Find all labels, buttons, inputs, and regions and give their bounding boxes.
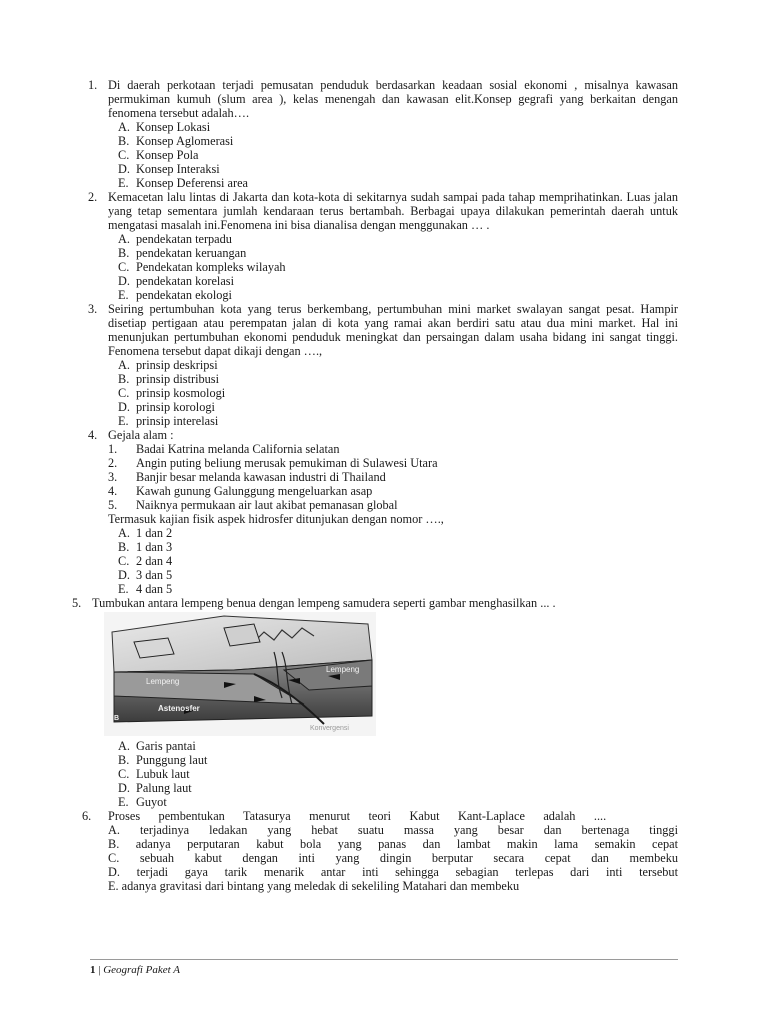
- question-3: [88, 302, 678, 428]
- option-letter: E.: [118, 795, 129, 809]
- option-b: [118, 372, 678, 386]
- figure-corner-label: B: [114, 715, 120, 722]
- option-letter: A.: [118, 739, 130, 753]
- option-letter: B.: [118, 753, 130, 767]
- question-number: 4.: [88, 428, 98, 442]
- option-c: [118, 260, 678, 274]
- plate-collision-diagram: [104, 612, 376, 736]
- option-text: Palung laut: [136, 781, 192, 795]
- question-number: 1.: [88, 78, 98, 92]
- option-b: [108, 837, 678, 851]
- item-text: Angin puting beliung merusak pemukiman di Sulawesi Utara: [136, 456, 438, 470]
- option-text: 2 dan 4: [136, 554, 173, 568]
- option-letter: A.: [118, 232, 130, 246]
- item-number: 4.: [108, 484, 118, 498]
- option-letter: B.: [118, 134, 130, 148]
- item-text: Badai Katrina melanda California selatan: [136, 442, 340, 456]
- option-a: [118, 739, 678, 753]
- option-letter: C.: [118, 767, 130, 781]
- option-text: Pendekatan kompleks wilayah: [136, 260, 286, 274]
- question-stem: Proses pembentukan Tatasurya menurut teori Kabut Kant-Laplace adalah ....: [108, 809, 607, 823]
- option-e: [118, 176, 678, 190]
- item-number: 3.: [108, 470, 118, 484]
- item-number: 1.: [108, 442, 118, 456]
- item-text: Kawah gunung Galunggung mengeluarkan asap: [136, 484, 373, 498]
- option-d: [108, 865, 678, 879]
- question-1: [88, 78, 678, 190]
- list-item: [108, 498, 678, 512]
- option-letter: E.: [118, 414, 129, 428]
- option-list: [118, 526, 678, 596]
- option-text: pendekatan ekologi: [136, 288, 232, 302]
- option-text: Konsep Deferensi area: [136, 176, 248, 190]
- item-text: Banjir besar melanda kawasan industri di Thailand: [136, 470, 386, 484]
- question-5: [72, 596, 678, 809]
- footer-separator: |: [95, 964, 104, 976]
- footer-page-number: 1: [90, 964, 96, 976]
- option-letter: C.: [118, 386, 130, 400]
- option-text: adanya perputaran kabut bola yang panas dan lambat makin lama semakin cepat: [135, 837, 678, 851]
- page-footer: [90, 959, 678, 977]
- option-list: [118, 358, 678, 428]
- option-a: [118, 358, 678, 372]
- right-plate-label: Lempeng: [326, 665, 360, 674]
- option-text: prinsip kosmologi: [136, 386, 226, 400]
- list-item: [108, 470, 678, 484]
- option-letter: E.: [118, 582, 129, 596]
- option-text: Guyot: [136, 795, 167, 809]
- question-number: 3.: [88, 302, 98, 316]
- option-text: 1 dan 2: [136, 526, 173, 540]
- question-list: [0, 78, 768, 893]
- option-letter: A.: [118, 526, 130, 540]
- option-e: [118, 582, 678, 596]
- option-letter: B.: [118, 246, 130, 260]
- option-b: [118, 246, 678, 260]
- plate-collision-figure: [104, 612, 376, 736]
- asthenosphere-label: Astenosfer: [158, 704, 200, 713]
- option-letter: E.: [118, 288, 129, 302]
- option-letter: C.: [108, 851, 120, 865]
- option-text: pendekatan terpadu: [136, 232, 232, 246]
- list-item: [108, 456, 678, 470]
- option-letter: D.: [118, 568, 130, 582]
- option-letter: A.: [118, 120, 130, 134]
- list-item: [108, 442, 678, 456]
- question-number: 5.: [72, 596, 82, 610]
- option-text: prinsip interelasi: [136, 414, 219, 428]
- option-d: [118, 162, 678, 176]
- item-text: Naiknya permukaan air laut akibat pemanasan global: [136, 498, 398, 512]
- question-stem: Seiring pertumbuhan kota yang terus berkembang, pertumbuhan mini market swalayan sangat pesat. Hampir disetiap pertigaan atau perempatan jalan di kota yang ramai akan berdiri satu atau dua mini market. Hal ini menunjukan pertumbuhan ekonomi penduduk meningkat dan persaingan dalam usaha bidang ini sangat tinggi. Fenomena tersebut dapat dikaji dengan ….,: [108, 302, 678, 358]
- option-list: [108, 823, 678, 893]
- option-b: [118, 753, 678, 767]
- item-number: 2.: [108, 456, 118, 470]
- option-d: [118, 400, 678, 414]
- option-list: [118, 232, 678, 302]
- question-4: [88, 428, 678, 596]
- list-item: [108, 484, 678, 498]
- figure-caption-label: Konvergensi: [310, 725, 349, 732]
- option-text: 1 dan 3: [136, 540, 173, 554]
- option-text: terjadi gaya tarik menarik antar inti sehingga sebagian terlepas dari inti tersebut: [136, 865, 678, 879]
- option-letter: D.: [118, 274, 130, 288]
- option-a: [118, 526, 678, 540]
- option-text: Konsep Aglomerasi: [136, 134, 234, 148]
- option-c: [118, 554, 678, 568]
- option-list: [118, 739, 678, 809]
- option-text: prinsip deskripsi: [136, 358, 218, 372]
- question-number: 6.: [82, 809, 92, 823]
- option-text: Punggung laut: [136, 753, 208, 767]
- option-letter: A.: [108, 823, 120, 837]
- question-6: [82, 809, 678, 893]
- option-letter: C.: [118, 260, 130, 274]
- option-text: Lubuk laut: [136, 767, 190, 781]
- option-text: Konsep Interaksi: [136, 162, 220, 176]
- question-stem: Gejala alam :: [108, 428, 174, 442]
- footer-title: Geografi Paket A: [103, 964, 180, 976]
- option-c: [118, 767, 678, 781]
- option-text: adanya gravitasi dari bintang yang meledak di sekeliling Matahari dan membeku: [121, 879, 520, 893]
- question-prompt: Termasuk kajian fisik aspek hidrosfer ditunjukan dengan nomor ….,: [108, 512, 444, 526]
- option-letter: A.: [118, 358, 130, 372]
- option-letter: C.: [118, 554, 130, 568]
- option-letter: E.: [108, 879, 119, 893]
- option-d: [118, 568, 678, 582]
- item-number: 5.: [108, 498, 118, 512]
- option-text: terjadinya ledakan yang hebat suatu massa yang besar dan bertenaga tinggi: [139, 823, 678, 837]
- option-text: Garis pantai: [136, 739, 196, 753]
- option-letter: C.: [118, 148, 130, 162]
- option-letter: B.: [108, 837, 120, 851]
- option-text: pendekatan keruangan: [136, 246, 247, 260]
- option-b: [118, 134, 678, 148]
- option-a: [118, 120, 678, 134]
- question-stem: Tumbukan antara lempeng benua dengan lempeng samudera seperti gambar menghasilkan ... .: [92, 596, 556, 610]
- option-letter: E.: [118, 176, 129, 190]
- option-c: [118, 148, 678, 162]
- option-d: [118, 274, 678, 288]
- option-text: sebuah kabut dengan inti yang dingin berputar secara cepat dan membeku: [139, 851, 678, 865]
- option-text: Konsep Pola: [136, 148, 199, 162]
- option-b: [118, 540, 678, 554]
- phenomena-list: [108, 442, 678, 512]
- option-text: 3 dan 5: [136, 568, 173, 582]
- option-e: [118, 414, 678, 428]
- question-stem: Di daerah perkotaan terjadi pemusatan penduduk berdasarkan keadaan sosial ekonomi , misalnya kawasan permukiman kumuh (slum area ), kelas menengah dan kawasan elit.Konsep gegrafi yang berkaitan dengan fenomena tersebut adalah….: [108, 78, 678, 120]
- question-number: 2.: [88, 190, 98, 204]
- option-c: [108, 851, 678, 865]
- option-d: [118, 781, 678, 795]
- option-e: [118, 795, 678, 809]
- question-stem: Kemacetan lalu lintas di Jakarta dan kota-kota di sekitarnya sudah sampai pada tahap memprihatinkan. Luas jalan yang tetap sementara jumlah kendaraan terus bertambah. Berbagai upaya dilakukan pemerintah daerah untuk mengatasi masalah ini.Fenomena ini bisa dianalisa dengan menggunakan … .: [108, 190, 678, 232]
- option-a: [108, 823, 678, 837]
- option-list: [118, 120, 678, 190]
- option-c: [118, 386, 678, 400]
- option-letter: D.: [118, 400, 130, 414]
- option-a: [118, 232, 678, 246]
- option-text: 4 dan 5: [136, 582, 173, 596]
- option-letter: B.: [118, 540, 130, 554]
- option-text: prinsip korologi: [136, 400, 215, 414]
- option-text: prinsip distribusi: [136, 372, 220, 386]
- option-e: [108, 879, 678, 893]
- option-text: pendekatan korelasi: [136, 274, 234, 288]
- option-letter: D.: [118, 781, 130, 795]
- left-plate-label: Lempeng: [146, 677, 180, 686]
- question-2: [88, 190, 678, 302]
- option-letter: D.: [108, 865, 120, 879]
- option-letter: D.: [118, 162, 130, 176]
- option-text: Konsep Lokasi: [136, 120, 211, 134]
- option-letter: B.: [118, 372, 130, 386]
- option-e: [118, 288, 678, 302]
